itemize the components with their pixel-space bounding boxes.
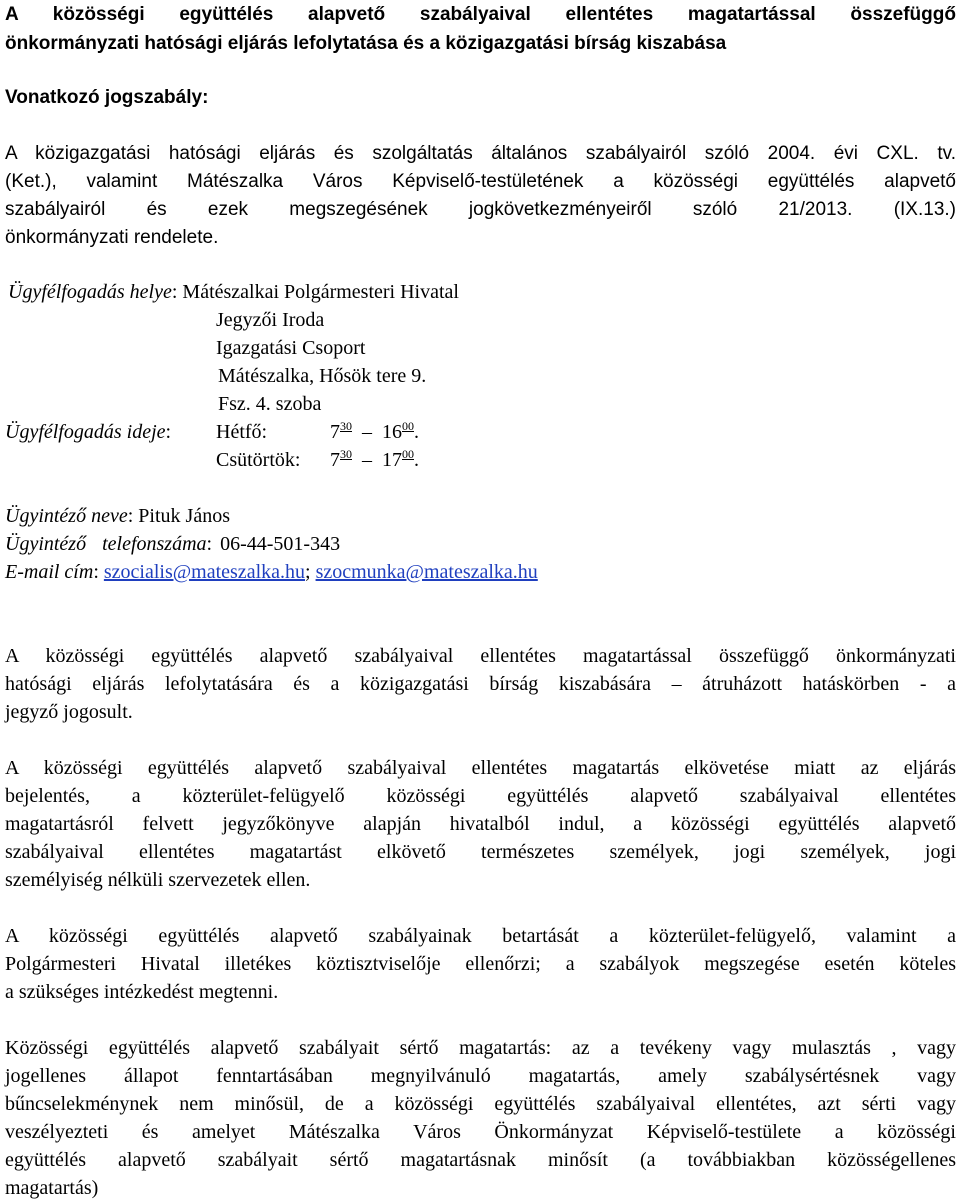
p3-line-2: Polgármesteri Hivatal illetékes köztisztviselője ellenőrzi; a szabályok megszegése esetén köteles <box>5 953 956 975</box>
hours-start-hour-1: 7 <box>330 421 340 443</box>
hours-end-hour-2: 17 <box>382 449 402 471</box>
contact-phone-value: 06-44-501-343 <box>220 533 341 555</box>
law-line-4: önkormányzati rendelete. <box>5 227 219 248</box>
p1-line-3: jegyző jogosult. <box>5 701 133 723</box>
reception-place-line-4: Mátészalka, Hősök tere 9. <box>218 365 427 387</box>
p4-line-5: együttélés alapvető szabályait sértő magatartásnak minősít (a továbbiakban közösségellenes <box>5 1149 956 1171</box>
p2-line-4: szabályaival ellentétes magatartást elkövető természetes személyek, jogi személyek, jogi <box>5 841 956 863</box>
p4-line-2: jogellenes állapot fenntartásában megnyilvánuló magatartás, amely szabálysértésnek vagy <box>5 1065 956 1087</box>
paragraph-3 <box>5 922 956 1006</box>
p2-line-2: bejelentés, a közterület-felügyelő közösségi együttélés alapvető szabályaival ellentétes <box>5 785 956 807</box>
contact-phone-label-2: telefonszáma <box>102 533 207 555</box>
title-line-1: A közösségi együttélés alapvető szabályaival ellentétes magatartással összefüggő <box>5 4 956 25</box>
contact-name-value: Pituk János <box>138 505 230 527</box>
p1-line-1: A közösségi együttélés alapvető szabályaival ellentétes magatartással összefüggő önkormányzati <box>5 645 956 667</box>
contact-phone-label-1: Ügyintéző <box>5 533 87 555</box>
p2-line-3: magatartásról felvett jegyzőkönyve alapján hivatalból indul, a közösségi együttélés alapvető <box>5 813 956 835</box>
hours-end-minute-2: 00 <box>402 447 414 461</box>
reception-place-row: Ügyfélfogadás helye: Mátészalkai Polgármesteri Hivatal <box>8 281 459 303</box>
p1-line-2: hatósági eljárás lefolytatására és a közigazgatási bírság kiszabására – átruházott hatáskörben - a <box>5 673 956 695</box>
law-line-3: szabályairól és ezek megszegésének jogkövetkezményeiről szóló 21/2013. (IX.13.) <box>5 199 956 220</box>
contact-name-row: Ügyintéző neve: Pituk János <box>5 505 230 527</box>
paragraph-1 <box>5 642 956 726</box>
law-line-2: (Ket.), valamint Mátészalka Város Képviselő-testületének a közösségi együttélés alapvető <box>5 171 956 192</box>
hours-range-2: $7^{30} - 17^{00}$. <box>330 447 419 471</box>
law-line-1: A közigazgatási hatósági eljárás és szolgáltatás általános szabályairól szóló 2004. évi CXL. tv. <box>5 143 956 164</box>
hours-start-hour-2: 7 <box>330 449 340 471</box>
contact-email-row: E-mail cím: szocialis@mateszalka.hu; szocmunka@mateszalka.hu <box>5 561 538 583</box>
reception-time-label: Ügyfélfogadás ideje <box>5 421 166 443</box>
p3-line-1: A közösségi együttélés alapvető szabályainak betartását a közterület-felügyelő, valamint a <box>5 925 956 947</box>
hours-day-2: Csütörtök: <box>216 449 301 471</box>
reception-place-line-1: Mátészalkai Polgármesteri Hivatal <box>182 281 459 303</box>
contact-name-label: Ügyintéző neve <box>5 505 128 527</box>
document-title <box>5 0 956 58</box>
p2-line-5: személyiség nélküli szervezetek ellen. <box>5 869 311 891</box>
reception-place-label: Ügyfélfogadás helye <box>8 281 172 303</box>
p4-line-1: Közösségi együttélés alapvető szabályait sértő magatartás: az a tevékeny vagy mulasztás , vagy <box>5 1037 956 1059</box>
law-heading: Vonatkozó jogszabály: <box>5 87 209 108</box>
reception-place-line-5: Fsz. 4. szoba <box>218 393 322 415</box>
hours-range-1: $7^{30} - 16^{00}$. <box>330 419 419 443</box>
p4-line-3: bűncselekménynek nem minősül, de a közösségi együttélés szabályaival ellentétes, azt sérti vagy <box>5 1093 956 1115</box>
p3-line-3: a szükséges intézkedést megtenni. <box>5 981 279 1003</box>
contact-phone-row: Ügyintéző telefonszáma: 06-44-501-343 <box>5 533 341 555</box>
paragraph-2 <box>5 754 956 894</box>
title-line-2: önkormányzati hatósági eljárás lefolytatása és a közigazgatási bírság kiszabása <box>5 33 727 54</box>
hours-start-minute-1: 30 <box>340 419 352 433</box>
email-link-szocmunka[interactable]: szocmunka@mateszalka.hu <box>315 561 538 583</box>
reception-time-row-1: Ügyfélfogadás ideje: <box>5 421 172 443</box>
paragraph-4 <box>5 1034 956 1202</box>
email-link-szocialis[interactable]: szocialis@mateszalka.hu <box>103 561 305 583</box>
hours-start-minute-2: 30 <box>340 447 352 461</box>
hours-end-hour-1: 16 <box>382 421 402 443</box>
contact-email-label: E-mail cím <box>5 561 94 583</box>
reception-place-line-3: Igazgatási Csoport <box>216 337 366 359</box>
p4-line-6: magatartás) <box>5 1177 99 1199</box>
reception-place-line-2: Jegyzői Iroda <box>216 309 325 331</box>
hours-day-1: Hétfő: <box>216 421 268 443</box>
p4-line-4: veszélyezteti és amelyet Mátészalka Város Önkormányzat Képviselő-testülete a közösségi <box>5 1121 956 1143</box>
p2-line-1: A közösségi együttélés alapvető szabályaival ellentétes magatartás elkövetése miatt az eljárás <box>5 757 956 779</box>
law-text <box>5 140 956 252</box>
hours-end-minute-1: 00 <box>402 419 414 433</box>
